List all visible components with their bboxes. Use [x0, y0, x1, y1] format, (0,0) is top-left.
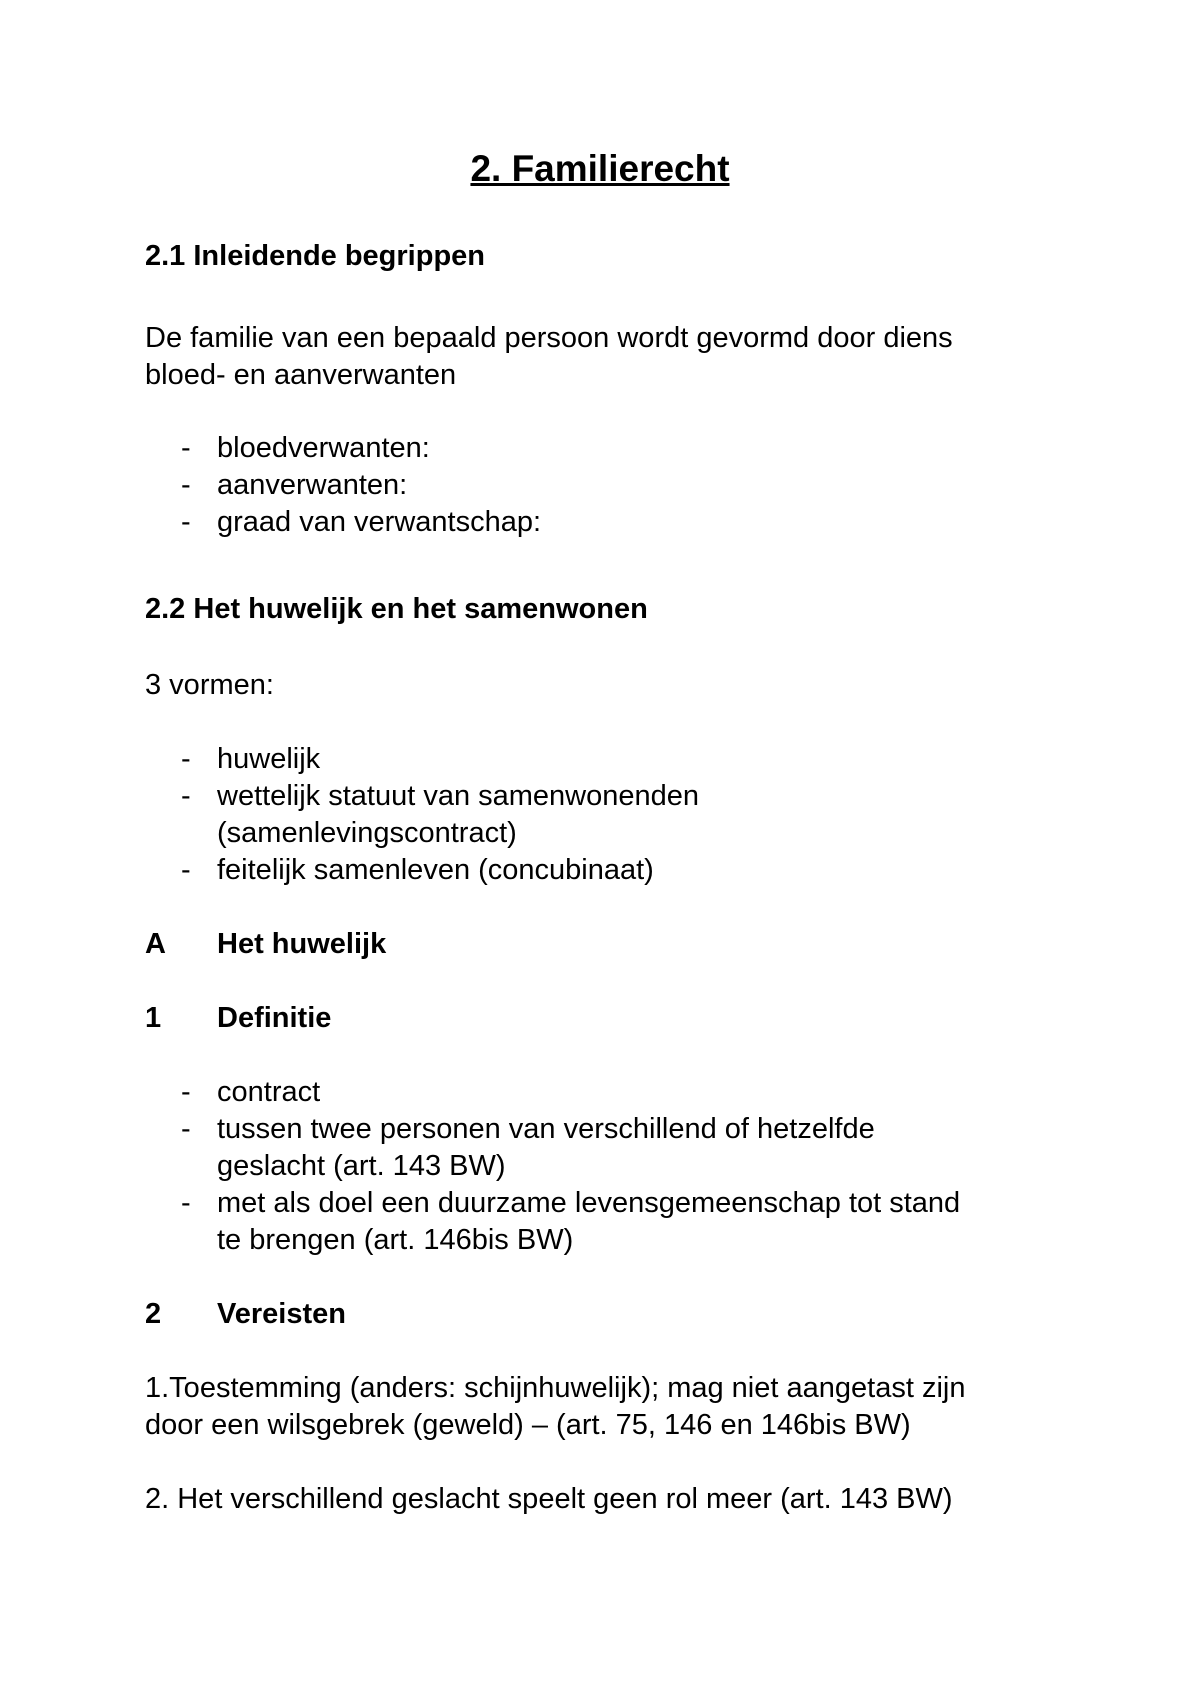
- list-item: huwelijk: [217, 743, 321, 775]
- list-item: graad van verwantschap:: [217, 506, 542, 538]
- list-item: contract: [217, 1076, 321, 1108]
- list-item: tussen twee personen van verschillend of hetzelfde: [217, 1113, 875, 1145]
- list-bullet: -: [181, 1076, 191, 1108]
- list-bullet: -: [181, 432, 191, 464]
- paragraph-line: 1.Toestemming (anders: schijnhuwelijk); mag niet aangetast zijn: [145, 1372, 966, 1404]
- list-bullet: -: [181, 854, 191, 886]
- list-item: met als doel een duurzame levensgemeenschap tot stand: [217, 1187, 961, 1219]
- paragraph-line: door een wilsgebrek (geweld) – (art. 75, 146 en 146bis BW): [145, 1409, 911, 1441]
- list-bullet: -: [181, 780, 191, 812]
- section-letter: A: [145, 928, 166, 960]
- list-item: feitelijk samenleven (concubinaat): [217, 854, 654, 886]
- section-number: 1: [145, 1002, 162, 1034]
- section-heading-2-2: 2.2 Het huwelijk en het samenwonen: [145, 593, 648, 625]
- list-bullet: -: [181, 469, 191, 501]
- section-heading-vereisten: Vereisten: [217, 1298, 346, 1330]
- list-item: aanverwanten:: [217, 469, 408, 501]
- paragraph-line: bloed- en aanverwanten: [145, 359, 457, 391]
- list-bullet: -: [181, 1113, 191, 1145]
- list-item: wettelijk statuut van samenwonenden: [217, 780, 700, 812]
- list-item-continuation: (samenlevingscontract): [217, 817, 517, 849]
- list-item-continuation: te brengen (art. 146bis BW): [217, 1224, 574, 1256]
- list-item-continuation: geslacht (art. 143 BW): [217, 1150, 506, 1182]
- list-bullet: -: [181, 743, 191, 775]
- list-bullet: -: [181, 1187, 191, 1219]
- section-heading-definitie: Definitie: [217, 1002, 332, 1034]
- paragraph-line: 3 vormen:: [145, 669, 274, 701]
- section-heading-2-1: 2.1 Inleidende begrippen: [145, 240, 486, 272]
- paragraph-line: 2. Het verschillend geslacht speelt geen rol meer (art. 143 BW): [145, 1483, 953, 1515]
- page-title: 2. Familierecht: [470, 148, 730, 189]
- list-item: bloedverwanten:: [217, 432, 430, 464]
- section-heading-a: Het huwelijk: [217, 928, 387, 960]
- paragraph-line: De familie van een bepaald persoon wordt gevormd door diens: [145, 322, 953, 354]
- section-number: 2: [145, 1298, 162, 1330]
- list-bullet: -: [181, 506, 191, 538]
